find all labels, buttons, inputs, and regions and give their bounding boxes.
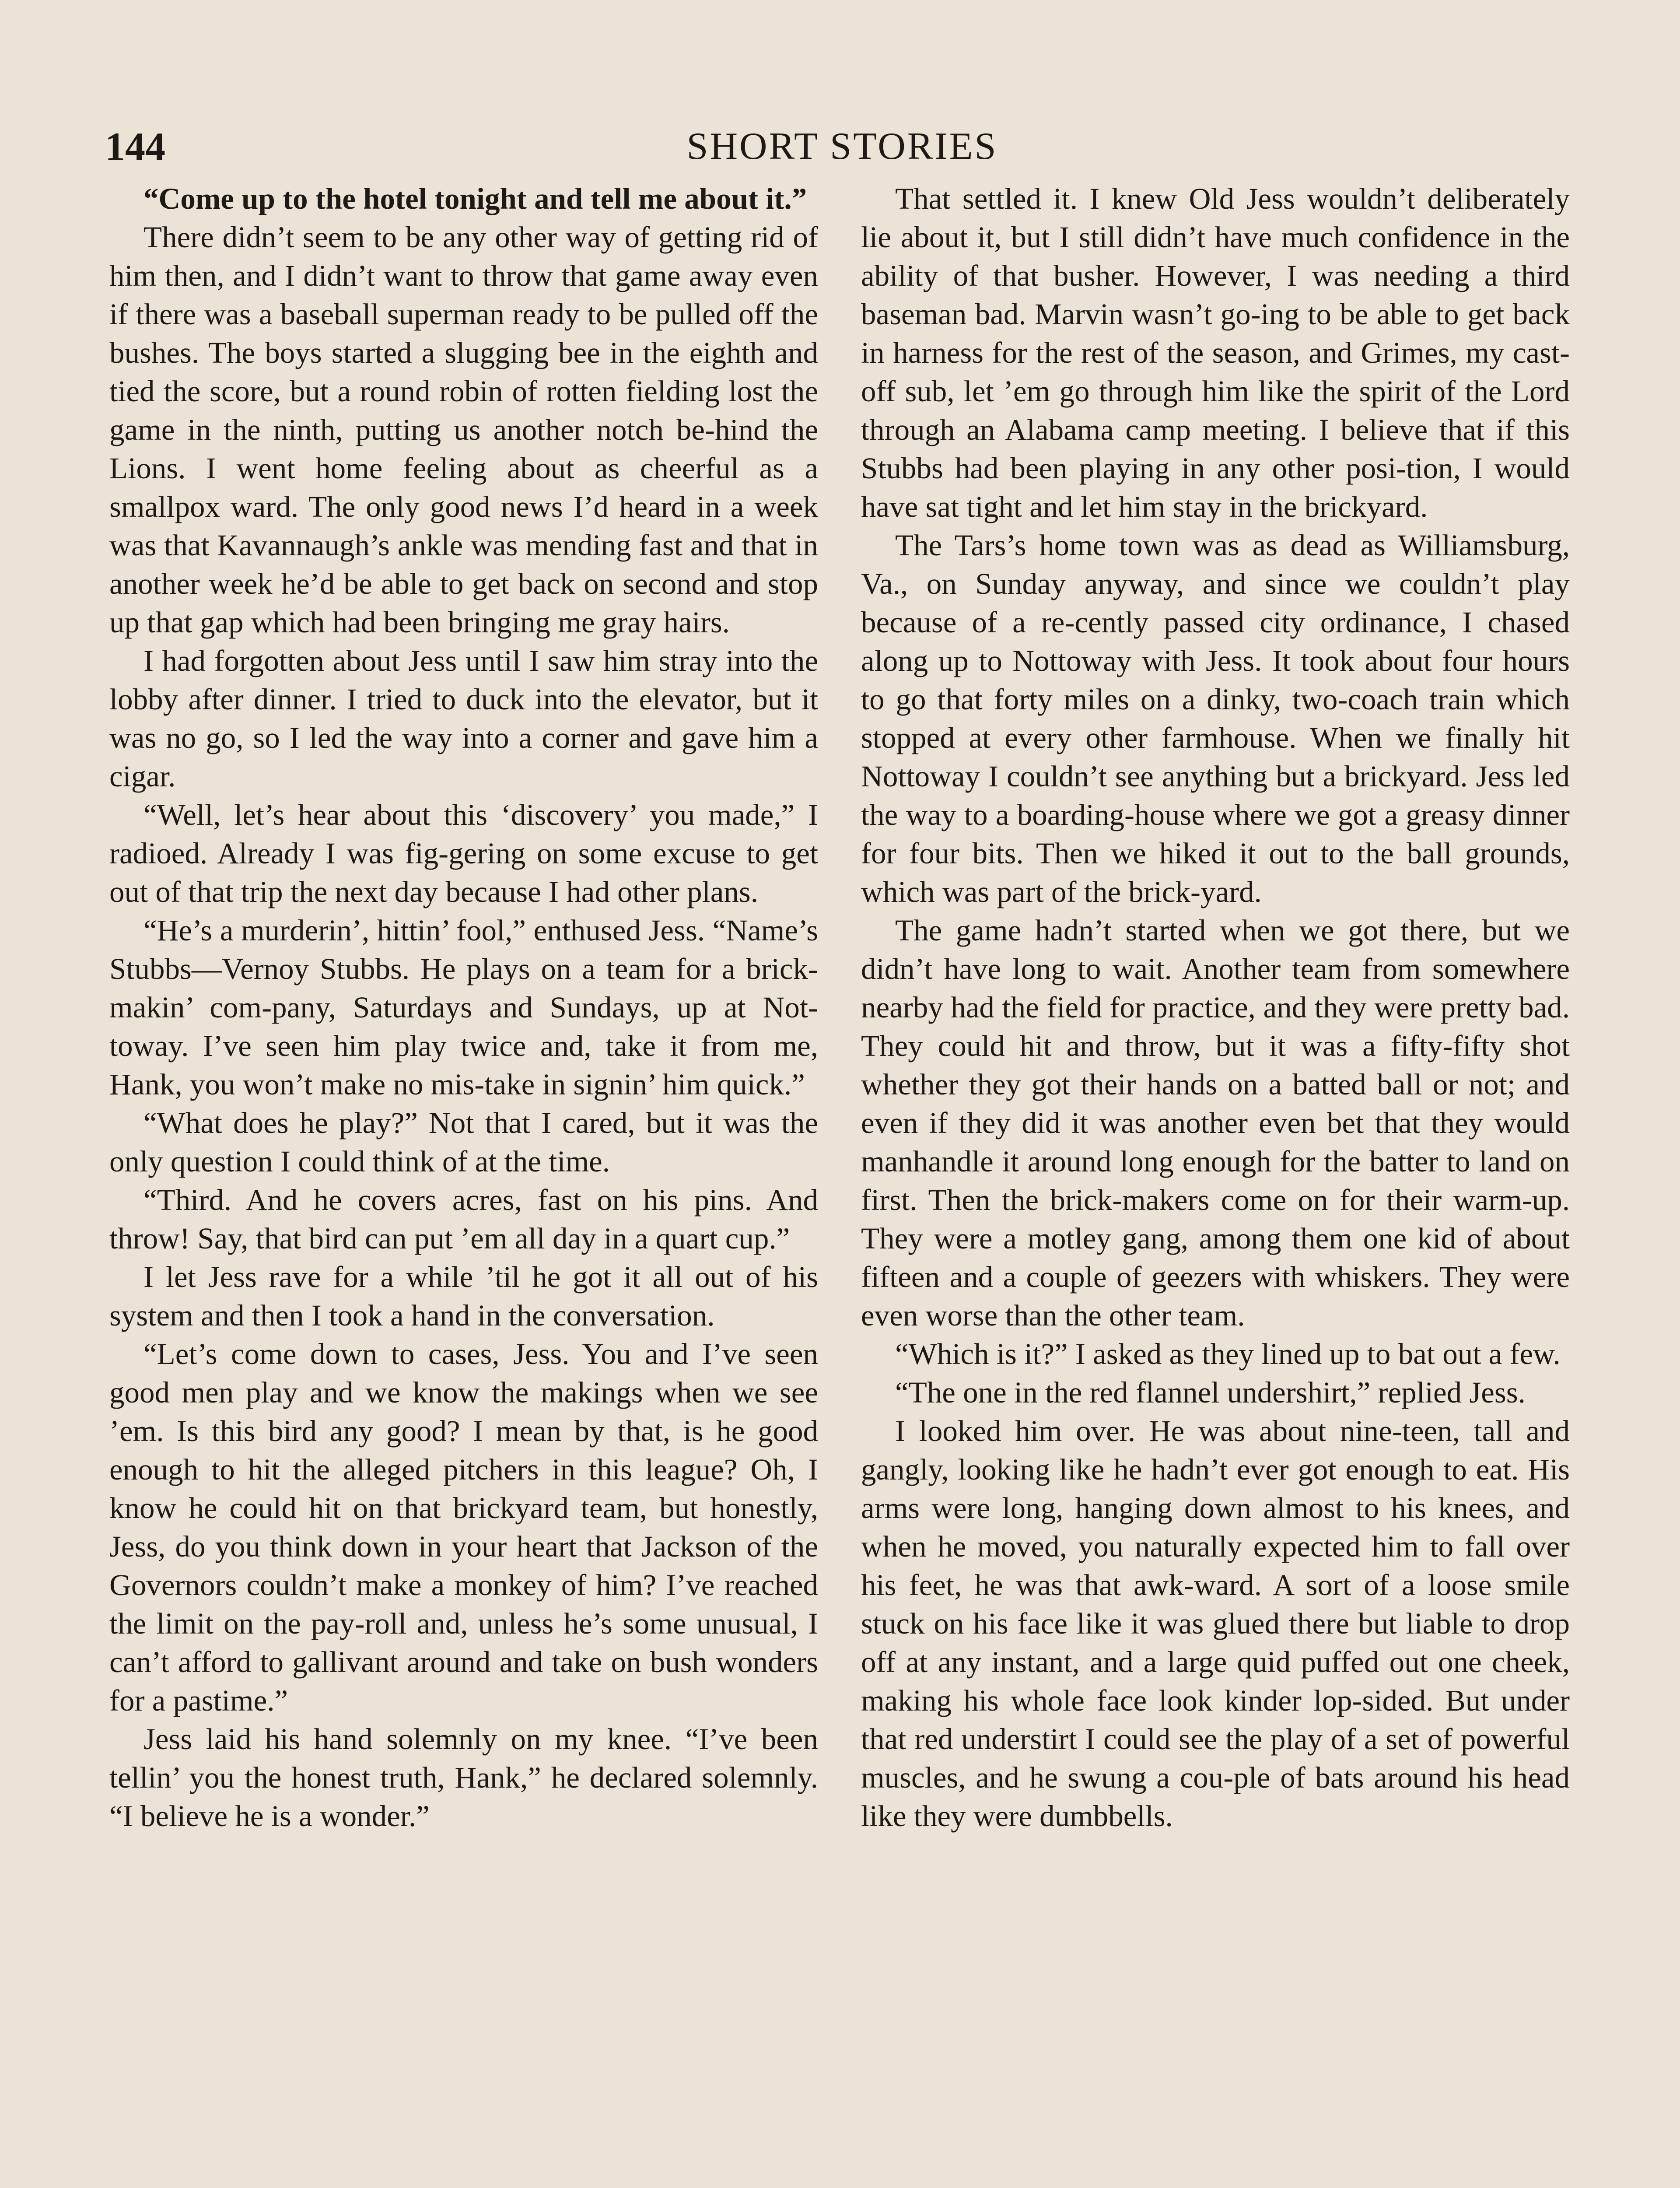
paragraph: “Let’s come down to cases, Jess. You and I’ve seen good men play and we know the makings when we see ’em. Is this bird any good? I mean by that, is he good enough to hit the alleged pitchers in this league? Oh, I know he could hit on that brickyard team, but honestly, Jess, do you think down in your heart that Jackson of the Governors couldn’t make a monkey of him? I’ve reached the limit on the pay-roll and, unless he’s some unusual, I can’t afford to gallivant around and take on bush wonders for a pastime.” [109,1337,818,1717]
paragraph: There didn’t seem to be any other way of getting rid of him then, and I didn’t want to throw that game away even if there was a baseball superman ready to be pulled off the bushes. The boys started a slugging bee in the eighth and tied the score, but a round robin of rotten fielding lost the game in the ninth, putting us another notch be-hind the Lions. I went home feeling about as cheerful as a smallpox ward. The only good news I’d heard in a week was that Kavannaugh’s ankle was mending fast and that in another week he’d be able to get back on second and stop up that gap which had been bringing me gray hairs. [109,221,818,639]
paragraph: Jess laid his hand solemnly on my knee. “I’ve been tellin’ you the honest truth, Hank,” he declared solemnly. “I believe he is a wonder.” [109,1722,818,1833]
paragraph: I looked him over. He was about nine-teen, tall and gangly, looking like he hadn’t ever got enough to eat. His arms were long, hanging down almost to his knees, and when he moved, you naturally expected him to fall over his feet, he was that awk-ward. A sort of a loose smile stuck on his face like it was glued there but liable to drop off at any instant, and a large quid puffed out one cheek, making his whole face look kinder lop-sided. But under that red understirt I could see the play of a set of powerful muscles, and he swung a cou-ple of bats around his head like they were dumbbells. [861,1414,1570,1833]
paragraph: “What does he play?” Not that I cared, but it was the only question I could think of at the time. [109,1106,818,1178]
running-title: SHORT STORIES [686,125,998,168]
paragraph: “The one in the red flannel undershirt,” replied Jess. [895,1376,1526,1409]
paragraph: “Well, let’s hear about this ‘discovery’ you made,” I radioed. Already I was fig-gering on some excuse to get out of that trip the next day because I had other plans. [109,798,818,908]
paragraph: The Tars’s home town was as dead as Williamsburg, Va., on Sunday anyway, and since we couldn’t play because of a re-cently passed city ordinance, I chased along up to Nottoway with Jess. It took about four hours to go that forty miles on a dinky, two-coach train which stopped at every other farmhouse. When we finally hit Nottoway I couldn’t see anything but a brickyard. Jess led the way to a boarding-house where we got a greasy dinner for four bits. Then we hiked it out to the ball grounds, which was part of the brick-yard. [861,529,1570,908]
paragraph: “He’s a murderin’, hittin’ fool,” enthused Jess. “Name’s Stubbs—Vernoy Stubbs. He plays on a team for a brick-makin’ com-pany, Saturdays and Sundays, up at Not-toway. I’ve seen him play twice and, take it from me, Hank, you won’t make no mis-take in signin’ him quick.” [109,914,818,1101]
paragraph: “Come up to the hotel tonight and tell me about it.” [144,182,807,215]
paragraph: “Which is it?” I asked as they lined up to bat out a few. [895,1337,1561,1371]
page-number: 144 [105,124,165,169]
paragraph: The game hadn’t started when we got there, but we didn’t have long to wait. Another team from somewhere nearby had the field for practice, and they were pretty bad. They could hit and throw, but it was a fifty-fifty shot whether they got their hands on a batted ball or not; and even if they did it was another even bet that they would manhandle it around long enough for the batter to land on first. Then the brick-makers come on for their warm-up. They were a motley gang, among them one kid of about fifteen and a couple of geezers with whiskers. They were even worse than the other team. [861,914,1570,1332]
left-column [109,179,818,2188]
paragraph: I let Jess rave for a while ’til he got it all out of his system and then I took a hand in the conversation. [109,1260,818,1332]
page-header [105,120,1579,173]
right-column [861,179,1570,2188]
paragraph: That settled it. I knew Old Jess wouldn’t deliberately lie about it, but I still didn’t have much confidence in the ability of that busher. However, I was needing a third baseman bad. Marvin wasn’t go-ing to be able to get back in harness for the rest of the season, and Grimes, my cast-off sub, let ’em go through him like the spirit of the Lord through an Alabama camp meeting. I believe that if this Stubbs had been playing in any other posi-tion, I would have sat tight and let him stay in the brickyard. [861,182,1570,523]
paragraph: I had forgotten about Jess until I saw him stray into the lobby after dinner. I tried to duck into the elevator, but it was no go, so I led the way into a corner and gave him a cigar. [109,644,818,793]
paragraph: “Third. And he covers acres, fast on his pins. And throw! Say, that bird can put ’em all day in a quart cup.” [109,1183,818,1255]
